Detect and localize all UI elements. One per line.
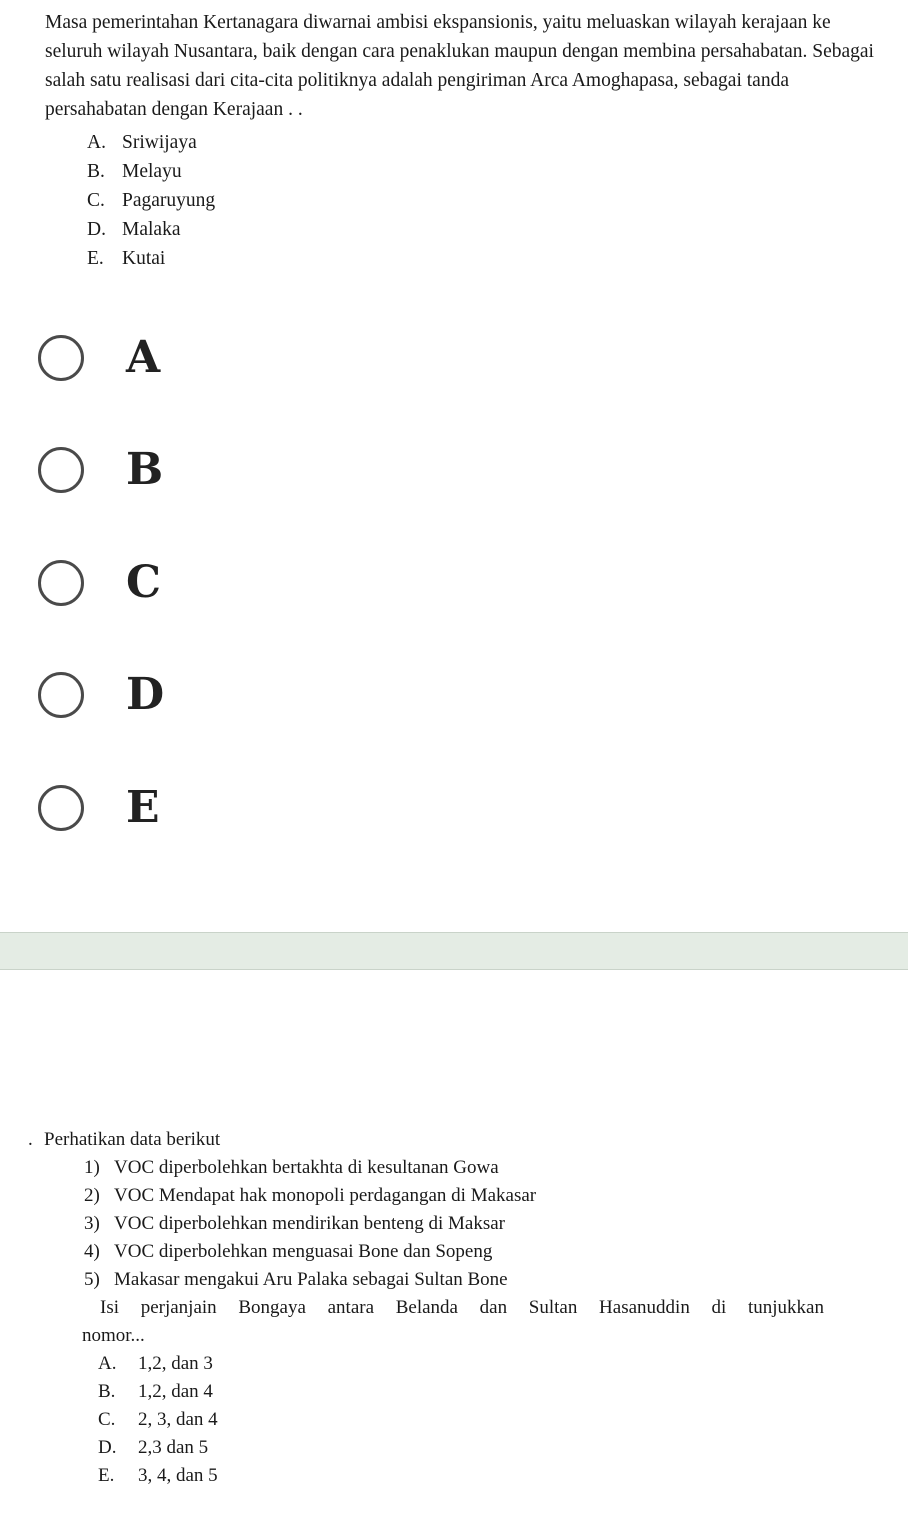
radio-button[interactable] — [38, 785, 84, 831]
question-2 — [28, 1126, 888, 1490]
option-letter: C. — [87, 190, 105, 211]
answer-choice-c[interactable] — [38, 556, 338, 616]
answer-choice-d[interactable] — [38, 668, 338, 728]
answer-choice-label[interactable]: C — [126, 557, 162, 608]
question-2-intro — [28, 1126, 888, 1154]
option-text: Pagaruyung — [122, 190, 216, 211]
option-letter: A. — [87, 132, 106, 153]
list-item — [84, 1210, 888, 1238]
list-item — [84, 1266, 888, 1294]
option-text: 1,2, dan 3 — [138, 1353, 213, 1374]
question-2-option-a — [98, 1350, 888, 1378]
item-number: 3) — [84, 1213, 100, 1234]
question-1-options — [87, 128, 215, 273]
option-text: Melayu — [122, 161, 182, 182]
option-letter: E. — [98, 1465, 115, 1486]
question-2-data-list — [84, 1154, 888, 1294]
radio-button[interactable] — [38, 335, 84, 381]
intro-dot: . — [28, 1129, 33, 1150]
question-2-stem: Isi perjanjain Bongaya antara Belanda dan Sultan Hasanuddin di tunjukkan — [100, 1297, 824, 1318]
option-letter: A. — [98, 1353, 117, 1374]
answer-choice-label[interactable]: E — [126, 782, 160, 833]
section-divider — [0, 932, 908, 970]
question-1-option-d — [87, 215, 215, 244]
item-number: 2) — [84, 1185, 100, 1206]
answer-choice-label[interactable]: A — [126, 332, 161, 383]
answer-choice-label[interactable]: B — [126, 444, 164, 495]
item-text: VOC diperbolehkan mendirikan benteng di Maksar — [114, 1213, 505, 1234]
option-text: Malaka — [122, 219, 181, 240]
item-number: 5) — [84, 1269, 100, 1290]
question-1-option-c — [87, 186, 215, 215]
option-text: Kutai — [122, 248, 166, 269]
question-2-options — [98, 1350, 888, 1490]
option-text: 1,2, dan 4 — [138, 1381, 213, 1402]
list-item — [84, 1238, 888, 1266]
intro-text: Perhatikan data berikut — [44, 1129, 221, 1150]
question-2-option-e — [98, 1462, 888, 1490]
item-text: VOC Mendapat hak monopoli perdagangan di Makasar — [114, 1185, 537, 1206]
question-1-option-a — [87, 128, 215, 157]
question-2-option-d — [98, 1434, 888, 1462]
item-text: Makasar mengakui Aru Palaka sebagai Sultan Bone — [114, 1269, 508, 1290]
option-letter: B. — [98, 1381, 116, 1402]
option-letter: B. — [87, 161, 105, 182]
option-letter: D. — [87, 219, 106, 240]
question-2-stem-continued: nomor... — [82, 1325, 145, 1346]
radio-button[interactable] — [38, 672, 84, 718]
radio-button[interactable] — [38, 560, 84, 606]
question-2-option-c — [98, 1406, 888, 1434]
option-letter: E. — [87, 248, 104, 269]
answer-choice-b[interactable] — [38, 443, 338, 503]
question-1-option-b — [87, 157, 215, 186]
option-text: 2,3 dan 5 — [138, 1437, 209, 1458]
question-2-option-b — [98, 1378, 888, 1406]
question-1-text: Masa pemerintahan Kertanagara diwarnai ambisi ekspansionis, yaitu meluaskan wilayah kerajaan ke seluruh wilayah Nusantara, baik dengan cara penaklukan maupun dengan membina persahabatan. Sebagai salah satu realisasi dari cita-cita politiknya adalah pengiriman Arca Amoghapasa, sebagai tanda persahabatan dengan Kerajaan . . — [45, 12, 874, 120]
item-number: 1) — [84, 1157, 100, 1178]
question-1-option-e — [87, 244, 215, 273]
option-letter: D. — [98, 1437, 117, 1458]
option-text: 2, 3, dan 4 — [138, 1409, 218, 1430]
option-text: 3, 4, dan 5 — [138, 1465, 218, 1486]
radio-button[interactable] — [38, 447, 84, 493]
list-item — [84, 1154, 888, 1182]
answer-choice-e[interactable] — [38, 781, 338, 841]
answer-choice-label[interactable]: D — [126, 669, 165, 720]
item-text: VOC diperbolehkan bertakhta di kesultanan Gowa — [114, 1157, 499, 1178]
item-number: 4) — [84, 1241, 100, 1262]
item-text: VOC diperbolehkan menguasai Bone dan Sopeng — [114, 1241, 493, 1262]
list-item — [84, 1182, 888, 1210]
option-letter: C. — [98, 1409, 116, 1430]
option-text: Sriwijaya — [122, 132, 197, 153]
answer-choice-a[interactable] — [38, 331, 338, 391]
